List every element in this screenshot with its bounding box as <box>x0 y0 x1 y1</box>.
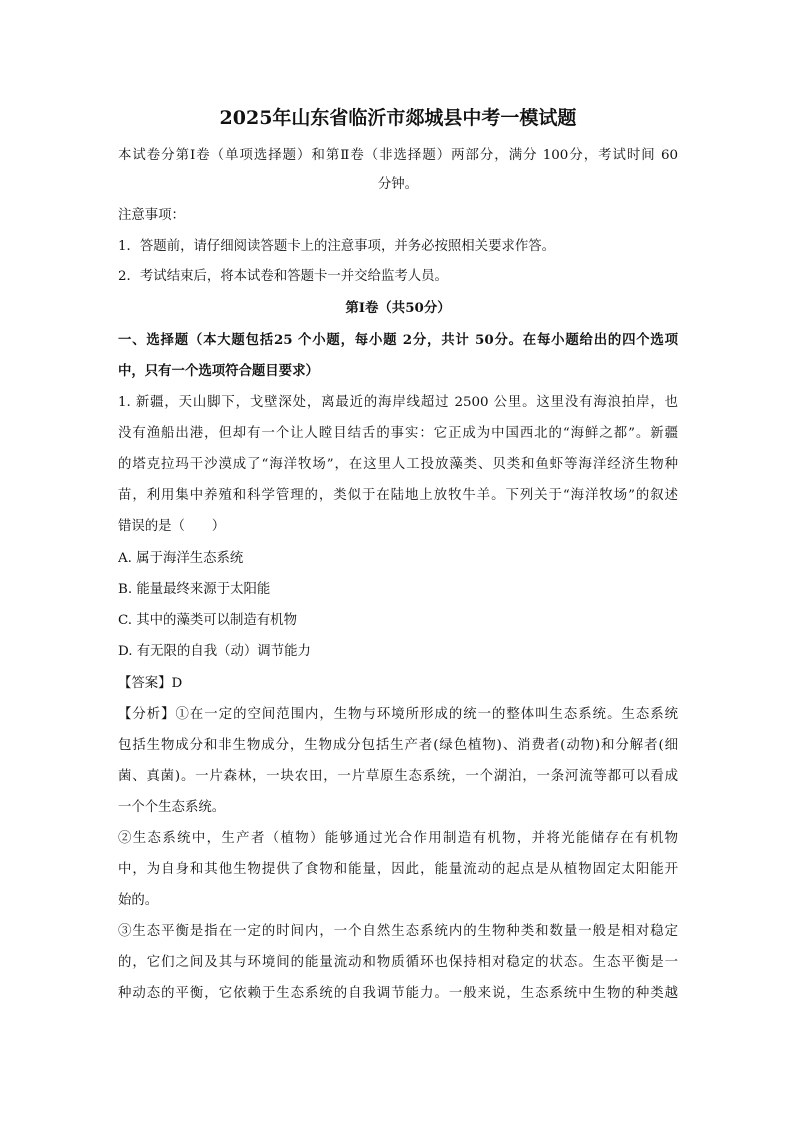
analysis-line: 【分析】①在一定的空间范围内，生物与环境所形成的统一的整体叫生态系统。生态系统 <box>118 707 678 722</box>
option-b: B. 能量最终来源于太阳能 <box>118 582 271 597</box>
analysis-line: 一个个生态系统。 <box>118 800 226 815</box>
intro-line: 分钟。 <box>377 177 419 192</box>
analysis-line: 始的。 <box>118 893 159 908</box>
question-text: 的塔克拉玛干沙漠成了“海洋牧场”，在这里人工投放藻类、贝类和鱼虾等海洋经济生物种 <box>118 457 678 472</box>
intro-line: 本试卷分第Ⅰ卷（单项选择题）和第Ⅱ卷（非选择题）两部分，满分 100分，考试时间 60 <box>118 148 678 163</box>
analysis-line: 中，为自身和其他生物提供了食物和能量，因此，能量流动的起点是从植物固定太阳能开 <box>118 862 678 877</box>
analysis-line: 的，它们之间及其与环境间的能量流动和物质循环也保持相对稳定的状态。生态平衡是一 <box>118 955 678 970</box>
option-d: D. 有无限的自我（动）调节能力 <box>118 644 311 659</box>
analysis-line: 种动态的平衡，它依赖于生态系统的自我调节能力。一般来说，生态系统中生物的种类越 <box>118 986 678 1001</box>
notice-heading: 注意事项： <box>118 208 185 223</box>
question-text: 苗，利用集中养殖和科学管理的，类似于在陆地上放牧牛羊。下列关于“海洋牧场”的叙述 <box>118 488 678 503</box>
question-text: 1. 新疆，天山脚下，戈壁深处，离最近的海岸线超过 2500 公里。这里没有海浪拍岸，也 <box>118 395 678 410</box>
section-heading: 中，只有一个选项符合题目要求） <box>118 363 319 379</box>
option-a: A. 属于海洋生态系统 <box>118 551 244 566</box>
option-c: C. 其中的藻类可以制造有机物 <box>118 613 297 628</box>
section-heading: 一、选择题（本大题包括25 个小题，每小题 2分，共计 50分。在每小题给出的四个选项 <box>118 332 678 348</box>
analysis-line: ②生态系统中，生产者（植物）能够通过光合作用制造有机物，并将光能储存在有机物 <box>118 831 678 846</box>
part-heading: 第Ⅰ卷（共50分） <box>345 300 451 316</box>
question-text: 没有渔船出港，但却有一个让人瞠目结舌的事实：它正成为中国西北的“海鲜之都”。新疆 <box>118 426 678 441</box>
analysis-line: ③生态平衡是指在一定的时间内，一个自然生态系统内的生物种类和数量一般是相对稳定 <box>118 924 678 939</box>
notice-item: 1．答题前，请仔细阅读答题卡上的注意事项，并务必按照相关要求作答。 <box>118 239 556 254</box>
analysis-line: 菌、真菌)。一片森林，一块农田，一片草原生态系统，一个湖泊，一条河流等都可以看成 <box>118 769 678 784</box>
exam-title: 2025年山东省临沂市郯城县中考一模试题 <box>219 107 577 129</box>
question-text: 错误的是（ ） <box>118 519 226 534</box>
answer: 【答案】D <box>118 676 183 691</box>
analysis-line: 包括生物成分和非生物成分，生物成分包括生产者(绿色植物)、消费者(动物)和分解者(细 <box>118 738 678 753</box>
notice-item: 2．考试结束后，将本试卷和答题卡一并交给监考人员。 <box>118 269 448 284</box>
